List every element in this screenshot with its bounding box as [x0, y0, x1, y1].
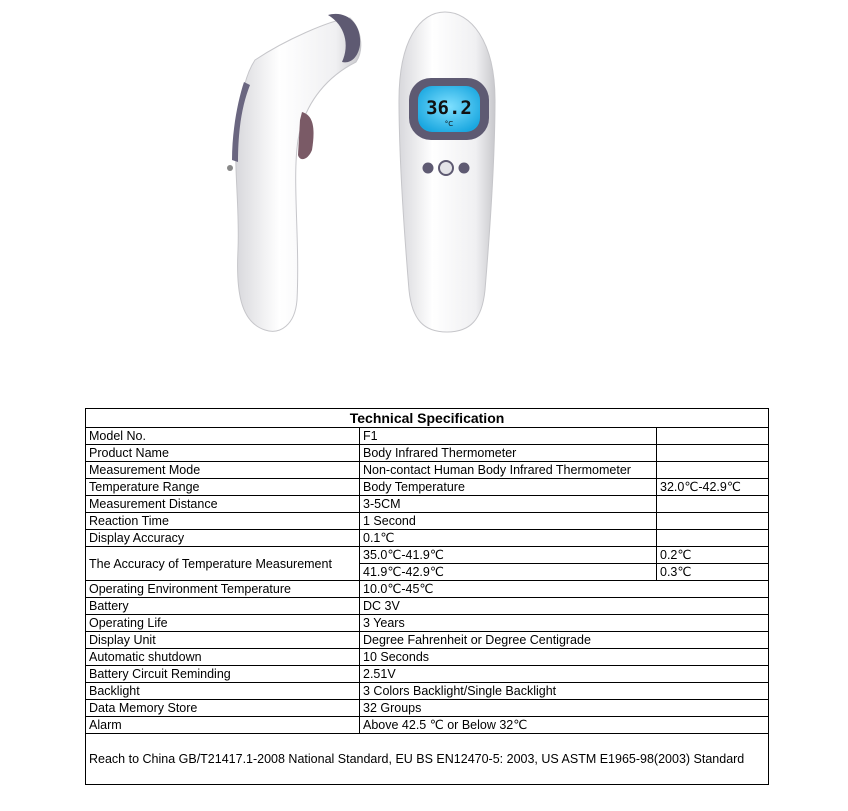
spec-label: Operating Environment Temperature — [86, 581, 360, 598]
spec-value: Above 42.5 ℃ or Below 32℃ — [360, 717, 769, 734]
spec-label: Reaction Time — [86, 513, 360, 530]
lcd-reading: 36.2 — [426, 97, 472, 119]
spec-label: Measurement Mode — [86, 462, 360, 479]
table-row — [86, 649, 769, 666]
spec-value: 3 Years — [360, 615, 769, 632]
spec-table — [85, 408, 769, 785]
spec-label: Model No. — [86, 428, 360, 445]
thermometer-front-view — [399, 12, 495, 332]
table-title-row — [86, 409, 769, 428]
table-row — [86, 598, 769, 615]
table-row — [86, 683, 769, 700]
spec-value: 10 Seconds — [360, 649, 769, 666]
table-row — [86, 479, 769, 496]
spec-value: 2.51V — [360, 666, 769, 683]
table-row — [86, 428, 769, 445]
standards-note: Reach to China GB/T21417.1-2008 National Standard, EU BS EN12470-5: 2003, US ASTM E1965-98(2003) Standard — [86, 734, 769, 785]
spec-label: Display Unit — [86, 632, 360, 649]
spec-label: Battery — [86, 598, 360, 615]
spec-label: Measurement Distance — [86, 496, 360, 513]
spec-value: F1 — [360, 428, 657, 445]
spec-value: Non-contact Human Body Infrared Thermometer — [360, 462, 657, 479]
spec-label: Display Accuracy — [86, 530, 360, 547]
product-image — [0, 0, 848, 400]
table-row — [86, 734, 769, 785]
table-row — [86, 530, 769, 547]
table-row — [86, 462, 769, 479]
spec-extra: 0.3℃ — [657, 564, 769, 581]
spec-label: Alarm — [86, 717, 360, 734]
table-row — [86, 445, 769, 462]
spec-value: 3 Colors Backlight/Single Backlight — [360, 683, 769, 700]
spec-value: DC 3V — [360, 598, 769, 615]
table-row — [86, 547, 769, 564]
table-row — [86, 513, 769, 530]
spec-value: Body Temperature — [360, 479, 657, 496]
table-row — [86, 496, 769, 513]
lcd-unit: °C — [444, 120, 454, 128]
spec-extra — [657, 496, 769, 513]
spec-extra — [657, 462, 769, 479]
spec-value: Degree Fahrenheit or Degree Centigrade — [360, 632, 769, 649]
spec-label: Automatic shutdown — [86, 649, 360, 666]
scan-button-icon — [439, 161, 453, 175]
spec-value: 1 Second — [360, 513, 657, 530]
power-button-icon — [423, 163, 434, 174]
table-title: Technical Specification — [86, 409, 769, 428]
spec-label: Battery Circuit Reminding — [86, 666, 360, 683]
spec-extra — [657, 530, 769, 547]
mode-button-icon — [459, 163, 470, 174]
table-row — [86, 615, 769, 632]
table-row — [86, 666, 769, 683]
spec-label: Operating Life — [86, 615, 360, 632]
spec-extra — [657, 445, 769, 462]
spec-value: 41.9℃-42.9℃ — [360, 564, 657, 581]
spec-label: Temperature Range — [86, 479, 360, 496]
table-row — [86, 581, 769, 598]
spec-value: 3-5CM — [360, 496, 657, 513]
spec-extra — [657, 513, 769, 530]
spec-extra: 32.0℃-42.9℃ — [657, 479, 769, 496]
table-row — [86, 700, 769, 717]
spec-value: Body Infrared Thermometer — [360, 445, 657, 462]
thermometer-side-view — [227, 14, 361, 331]
spec-value: 10.0℃-45℃ — [360, 581, 769, 598]
spec-value: 35.0℃-41.9℃ — [360, 547, 657, 564]
spec-value: 0.1℃ — [360, 530, 657, 547]
table-row — [86, 717, 769, 734]
spec-label: Data Memory Store — [86, 700, 360, 717]
spec-label: The Accuracy of Temperature Measurement — [86, 547, 360, 581]
spec-label: Backlight — [86, 683, 360, 700]
spec-value: 32 Groups — [360, 700, 769, 717]
spec-extra: 0.2℃ — [657, 547, 769, 564]
spec-extra — [657, 428, 769, 445]
spec-label: Product Name — [86, 445, 360, 462]
table-row — [86, 632, 769, 649]
